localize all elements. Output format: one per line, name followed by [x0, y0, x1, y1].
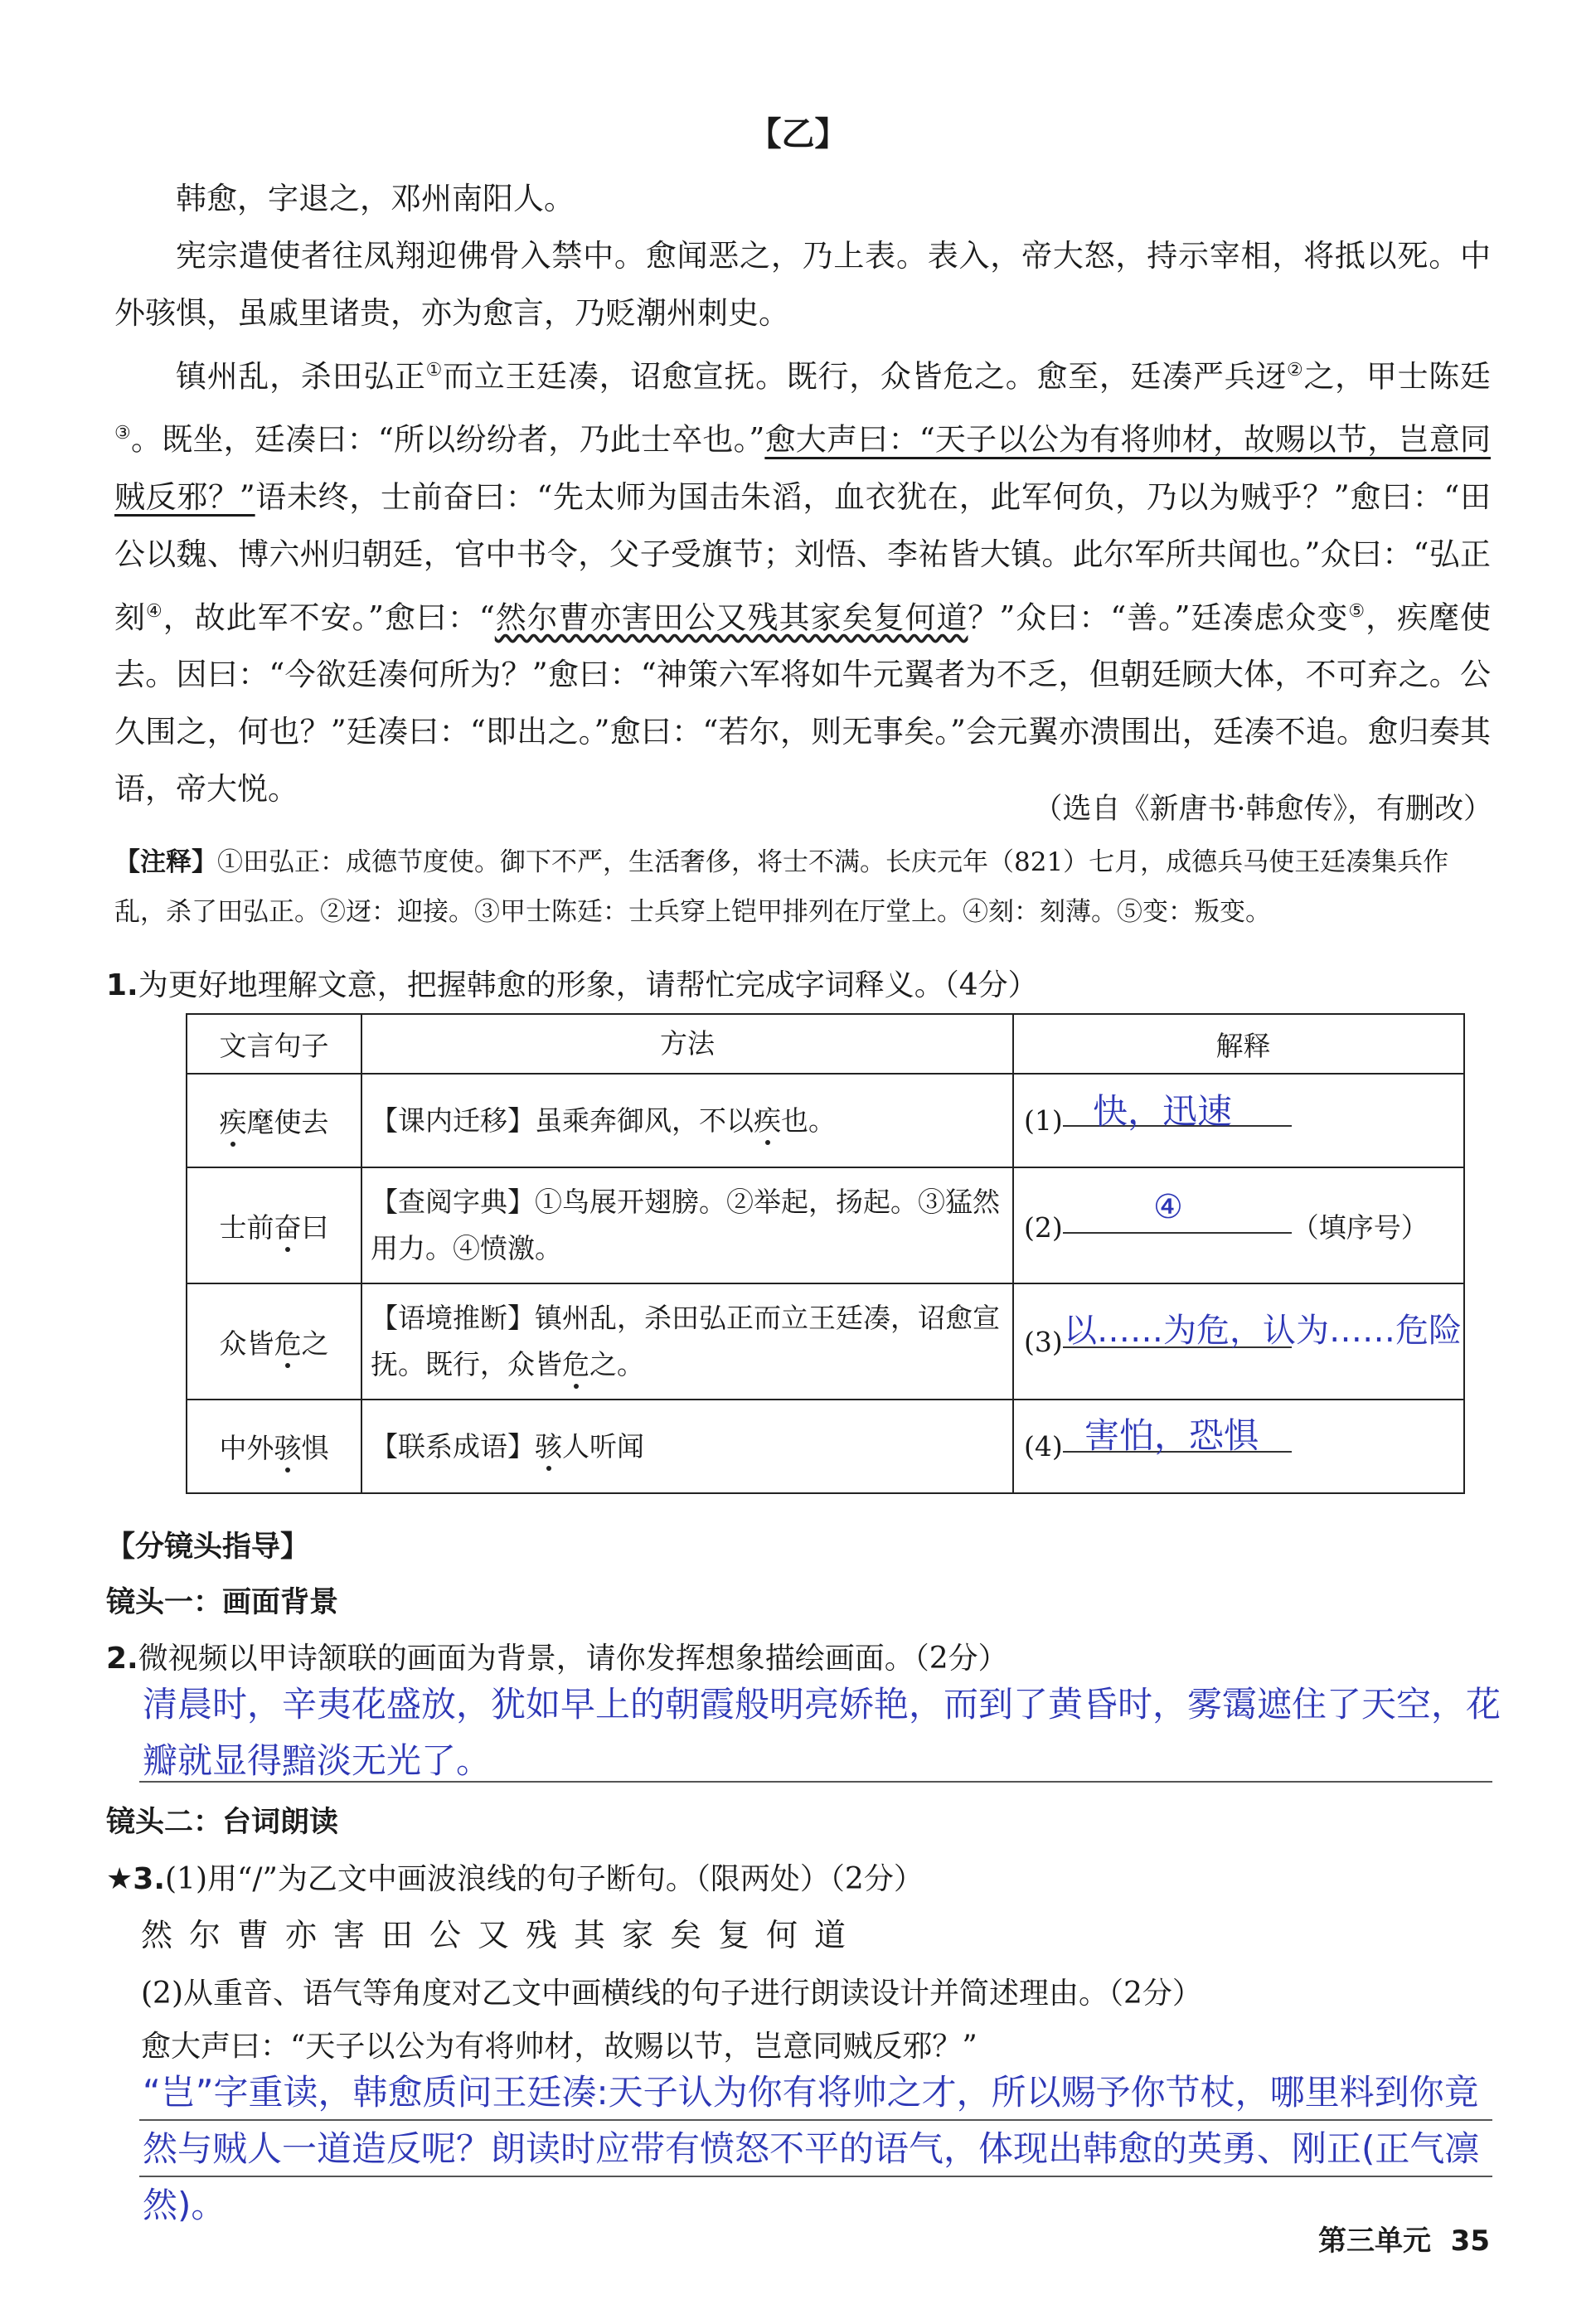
section-title: 【乙】 — [748, 115, 848, 153]
shot-1-heading: 镜头一：画面背景 — [106, 1586, 339, 1619]
question-1: 1.为更好地理解文意，把握韩愈的形象，请帮忙完成字词释义。（4分） — [106, 968, 1038, 1002]
question-3: ★3.(1)用“/”为乙文中画波浪线的句子断句。（限两处）（2分） — [106, 1862, 924, 1896]
answer-4: 害怕，恐惧 — [1084, 1415, 1259, 1456]
shot-2-heading: 镜头二：台词朗读 — [106, 1806, 339, 1839]
passage-paragraph-2: 宪宗遣使者往凤翔迎佛骨入禁中。愈闻恶之，乃上表。表入，帝大怒，持示宰相，将抵以死。中外骇惧，虽戚里诸贵，亦为愈言，乃贬潮州刺史。 — [114, 238, 1491, 331]
answer-q2: 清晨时，辛夷花盛放，犹如早上的朝霞般明亮娇艳，而到了黄昏时，雾霭遮住了天空，花瓣就显得黯淡无光了。 — [143, 1684, 1501, 1781]
table-header-row: 文言句子 方法 解释 — [187, 1014, 1464, 1074]
annotations: 【注释】①田弘正：成德节度使。御下不严，生活奢侈，将士不满。长庆元年（821）七月，成德兵马使王廷凑集兵作乱，杀了田弘正。②迓：迎接。③甲士陈廷：士兵穿上铠甲排列在厅堂上。④刻：刻薄。⑤变：叛变。 — [114, 847, 1449, 927]
wavy-underlined-sentence: 然尔曹亦害田公又残其家矣复何道 — [494, 599, 968, 635]
underlined-sentence: 愈大声曰：“天子以公为有将帅材，故赐以节，岂意同贼反邪？” — [114, 421, 1491, 515]
answer-line — [139, 2119, 1492, 2121]
vocab-table — [186, 1013, 1465, 1494]
passage-paragraph-3: 镇州乱，杀田弘正①而立王廷凑，诏愈宣抚。既行，众皆危之。愈至，廷凑严兵迓②之，甲士陈廷③。既坐，廷凑曰：“所以纷纷者，乃此士卒也。”愈大声曰：“天子以公为有将帅材，故赐以节，岂意同贼反邪？”语未终，士前奋曰：“先太师为国击朱滔，血衣犹在，此军何负，乃以为贼乎？”愈曰：“田公以魏、博六州归朝廷，官中书令，父子受旗节；刘悟、李祐皆大镇。此尔军所共闻也。”众曰：“弘正刻④，故此军不安。”愈曰：“然尔曹亦害田公又残其家矣复何道？”众曰：“善。”廷凑虑众变⑤，疾麾使去。因曰：“今欲廷凑何所为？”愈曰：“神策六军将如牛元翼者为不乏，但朝廷顾大体，不可弃之。公久围之，何也？”廷凑曰：“即出之。”愈曰：“若尔，则无事矣。”会元翼亦溃围出，廷凑不追。愈归奏其语，帝大悦。 — [114, 358, 1492, 807]
table-row: 众皆危之 【语境推断】镇州乱，杀田弘正而立王廷凑，诏愈宣抚。既行，众皆危之。 (3) 以……为危，认为……危险 — [187, 1283, 1464, 1400]
sentence-to-punctuate: 然尔曹亦害田公又残其家矣复何道 — [141, 1917, 863, 1953]
table-row: 士前奋曰 【查阅字典】①鸟展开翅膀。②举起，扬起。③猛然用力。④愤激。 (2) （填序号） ④ — [187, 1167, 1464, 1283]
answer-1: 快，迅速 — [1093, 1091, 1233, 1132]
table-row: 疾麾使去 【课内迁移】虽乘奔御风，不以疾也。 (1) 快，迅速 — [187, 1074, 1464, 1167]
answer-2: ④ — [1153, 1188, 1183, 1226]
guide-heading: 【分镜头指导】 — [106, 1531, 310, 1564]
table-row: 中外骇惧 【联系成语】骇人听闻 (4) 害怕，恐惧 — [187, 1400, 1464, 1493]
source-citation: （选自《新唐书·韩愈传》，有删改） — [1033, 793, 1492, 826]
question-2: 2.微视频以甲诗颔联的画面为背景，请你发挥想象描绘画面。（2分） — [106, 1642, 1008, 1676]
quoted-sentence: 愈大声曰：“天子以公为有将帅材，故赐以节，岂意同贼反邪？” — [141, 2030, 977, 2064]
question-3-part-2: (2)从重音、语气等角度对乙文中画横线的句子进行朗读设计并简述理由。（2分） — [141, 1977, 1202, 2011]
answer-3: 以……为危，认为……危险 — [1064, 1312, 1462, 1350]
answer-q3: “岂”字重读，韩愈质问王廷凑:天子认为你有将帅之才，所以赐予你节杖，哪里料到你竟然与贼人一道造反呢？朗读时应带有愤怒不平的语气，体现出韩愈的英勇、刚正(正气凛然)。 — [143, 2072, 1480, 2225]
page-footer: 第三单元 35 — [1317, 2224, 1490, 2258]
answer-line — [139, 2176, 1492, 2177]
passage-paragraph-1: 韩愈，字退之，邓州南阳人。 — [176, 181, 575, 216]
answer-line — [139, 1781, 1492, 1783]
